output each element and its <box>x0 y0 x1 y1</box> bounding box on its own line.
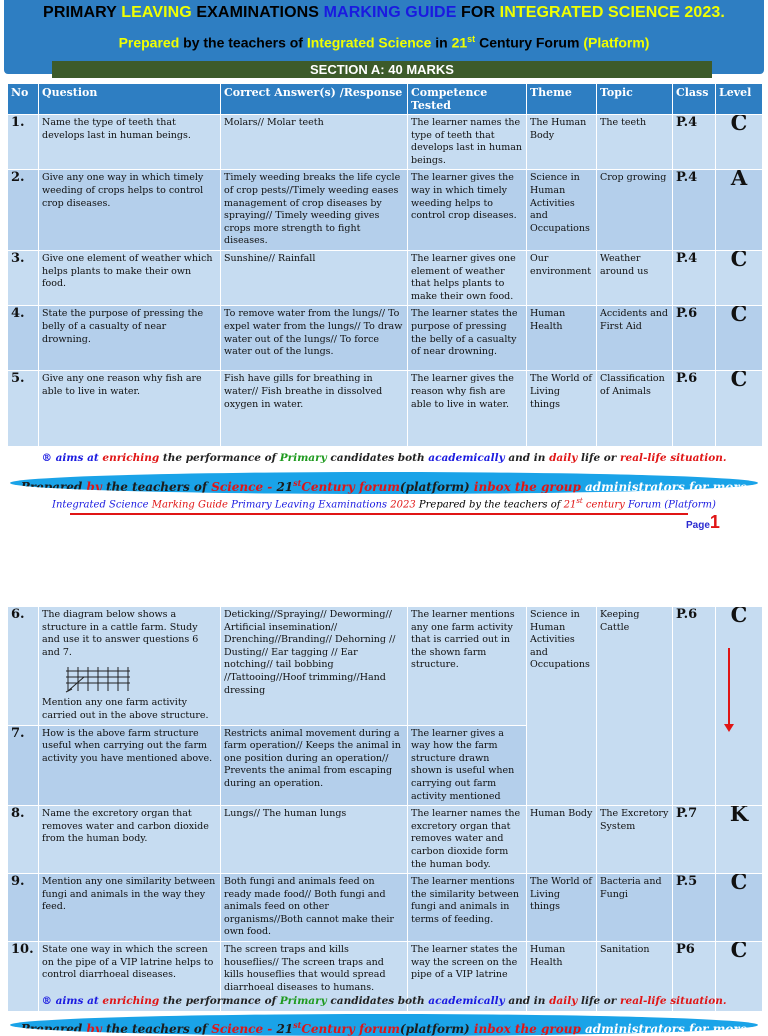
theme-text: Our environment <box>527 250 597 305</box>
column-header-class: Class <box>673 84 716 115</box>
table-row <box>8 115 763 170</box>
column-header-level: Level <box>716 84 763 115</box>
level-text: C <box>716 306 763 371</box>
column-header-question: Question <box>39 84 221 115</box>
answer-text: Both fungi and animals feed on ready made food// Both fungi and animals feed on other organisms//Both cannot make their own food. <box>221 874 408 942</box>
question-number: 3. <box>8 250 39 305</box>
topic-text: Classification of Animals <box>597 371 673 447</box>
aims-statement-page2: ® aims at enriching the performance of Primary candidates both academically and in daily life or real-life situation. <box>41 995 727 1007</box>
page-number: Page1 <box>686 512 720 532</box>
level-text: C <box>716 250 763 305</box>
answer-text: To remove water from the lungs// To expel water from the lungs// To draw water out of the lungs// To force water out of the lungs. <box>221 306 408 371</box>
theme-text: Human Body <box>527 806 597 874</box>
competence-text: The learner mentions the similarity between fungi and animals in terms of feeding. <box>408 874 527 942</box>
table-row <box>8 250 763 305</box>
contact-banner-page2: Prepared by the teachers of Science - 21stCentury forum(platform) inbox the group administrators for more <box>10 1014 758 1036</box>
question-text: How is the above farm structure useful when carrying out the farm activity you have mentioned above. <box>39 725 221 806</box>
question-text: Name the excretory organ that removes water and carbon dioxide from the human body. <box>39 806 221 874</box>
aims-statement: ® aims at enriching the performance of Primary candidates both academically and in daily life or real-life situation. <box>41 452 727 464</box>
footer-underline <box>70 513 688 515</box>
level-text: C <box>716 942 763 1012</box>
competence-text: The learner gives a way how the farm structure drawn shown is useful when carrying out farm activity mentioned <box>408 725 527 806</box>
question-text: State one way in which the screen on the pipe of a VIP latrine helps to control diarrhoeal diseases. <box>39 942 221 1012</box>
question-text: Name the type of teeth that develops last in human beings. <box>39 115 221 170</box>
competence-text: The learner mentions any one farm activity that is carried out in the shown farm structure. <box>408 607 527 726</box>
answer-text: The screen traps and kills houseflies// The screen traps and kills houseflies that would spread diarrhoeal diseases to humans. <box>221 942 408 1012</box>
theme-text: Human Health <box>527 306 597 371</box>
question-number: 9. <box>8 874 39 942</box>
level-text: A <box>716 170 763 251</box>
table-row <box>8 306 763 371</box>
marking-table-page1 <box>7 83 763 447</box>
table-row <box>8 170 763 251</box>
question-number: 7. <box>8 725 39 806</box>
answer-text: Lungs// The human lungs <box>221 806 408 874</box>
topic-text: Weather around us <box>597 250 673 305</box>
question-number: 1. <box>8 115 39 170</box>
topic-text: Crop growing <box>597 170 673 251</box>
table-row <box>8 607 763 726</box>
class-text: P.5 <box>673 874 716 942</box>
topic-text: Keeping Cattle <box>597 607 673 806</box>
answer-text: Restricts animal movement during a farm operation// Keeps the animal in one position during an operation// Prevents the animal from escaping during an operation. <box>221 725 408 806</box>
section-heading: SECTION A: 40 MARKS <box>52 61 712 78</box>
level-text: C <box>716 115 763 170</box>
topic-text: Bacteria and Fungi <box>597 874 673 942</box>
continuation-arrowhead <box>724 724 734 732</box>
question-number: 2. <box>8 170 39 251</box>
column-header-competence: Competence Tested <box>408 84 527 115</box>
competence-text: The learner gives the reason why fish are able to live in water. <box>408 371 527 447</box>
cattle-crush-diagram <box>64 663 134 693</box>
class-text: P6 <box>673 942 716 1012</box>
column-header-topic: Topic <box>597 84 673 115</box>
class-text: P.4 <box>673 250 716 305</box>
column-header-theme: Theme <box>527 84 597 115</box>
question-text: Give any one way in which timely weeding of crops helps to control crop diseases. <box>39 170 221 251</box>
document-title: PRIMARY LEAVING EXAMINATIONS MARKING GUIDE FOR INTEGRATED SCIENCE 2023. <box>43 4 725 21</box>
question-text: State the purpose of pressing the belly of a casualty of near drowning. <box>39 306 221 371</box>
class-text: P.6 <box>673 306 716 371</box>
competence-text: The learner names the excretory organ that removes water and carbon dioxide form the human body. <box>408 806 527 874</box>
theme-text: Science in Human Activities and Occupations <box>527 607 597 806</box>
contact-banner: Prepared by the teachers of Science - 21stCentury forum(platform) inbox the group administrators for more <box>10 472 758 494</box>
class-text: P.7 <box>673 806 716 874</box>
column-header-no: No <box>8 84 39 115</box>
topic-text: The Excretory System <box>597 806 673 874</box>
table-row <box>8 874 763 942</box>
topic-text: The teeth <box>597 115 673 170</box>
theme-text: Human Health <box>527 942 597 1012</box>
theme-text: The World of Living things <box>527 874 597 942</box>
competence-text: The learner states the way the screen on the pipe of a VIP latrine <box>408 942 527 1012</box>
level-text: C <box>716 371 763 447</box>
level-text: K <box>716 806 763 874</box>
class-text: P.6 <box>673 607 716 806</box>
level-text: C <box>716 874 763 942</box>
competence-text: The learner gives one element of weather that helps plants to make their own food. <box>408 250 527 305</box>
answer-text: Fish have gills for breathing in water// Fish breathe in dissolved oxygen in water. <box>221 371 408 447</box>
continuation-arrow <box>728 648 730 728</box>
question-text: Give any one reason why fish are able to live in water. <box>39 371 221 447</box>
answer-text: Molars// Molar teeth <box>221 115 408 170</box>
document-subtitle: Prepared by the teachers of Integrated Science in 21st Century Forum (Platform) <box>118 34 650 51</box>
column-header-answer: Correct Answer(s) /Response <box>221 84 408 115</box>
question-number: 10. <box>8 942 39 1012</box>
table-row <box>8 806 763 874</box>
answer-text: Deticking//Spraying// Deworming// Artificial insemination// Drenching//Branding// Dehorning // Dusting// Ear tagging // Ear notching// tail bobbing //Tattooing//Hoof trimming//Hand dressing <box>221 607 408 726</box>
question-text: The diagram below shows a structure in a cattle farm. Study and use it to answer questions 6 and 7. Mention any one farm activity carried out in the above structure. <box>39 607 221 726</box>
question-number: 6. <box>8 607 39 726</box>
question-text: Mention any one similarity between fungi and animals in the way they feed. <box>39 874 221 942</box>
answer-text: Timely weeding breaks the life cycle of crop pests//Timely weeding eases management of crop diseases by spraying// Timely weeding gives crops more strength to fight diseases. <box>221 170 408 251</box>
answer-text: Sunshine// Rainfall <box>221 250 408 305</box>
marking-table-page2 <box>7 606 763 1012</box>
topic-text: Sanitation <box>597 942 673 1012</box>
competence-text: The learner states the purpose of pressing the belly of a casualty of near drowning. <box>408 306 527 371</box>
class-text: P.6 <box>673 371 716 447</box>
theme-text: The World of Living things <box>527 371 597 447</box>
class-text: P.4 <box>673 115 716 170</box>
class-text: P.4 <box>673 170 716 251</box>
theme-text: The Human Body <box>527 115 597 170</box>
question-number: 8. <box>8 806 39 874</box>
topic-text: Accidents and First Aid <box>597 306 673 371</box>
page-footer: Integrated Science Marking Guide Primary Leaving Examinations 2023 Prepared by the teachers of 21st century Forum (Platform) <box>52 497 716 511</box>
question-number: 5. <box>8 371 39 447</box>
question-number: 4. <box>8 306 39 371</box>
level-text: C <box>716 607 763 806</box>
table-row <box>8 371 763 447</box>
competence-text: The learner gives the way in which timely weeding helps to control crop diseases. <box>408 170 527 251</box>
question-text: Give one element of weather which helps plants to make their own food. <box>39 250 221 305</box>
competence-text: The learner names the type of teeth that develops last in human beings. <box>408 115 527 170</box>
theme-text: Science in Human Activities and Occupations <box>527 170 597 251</box>
